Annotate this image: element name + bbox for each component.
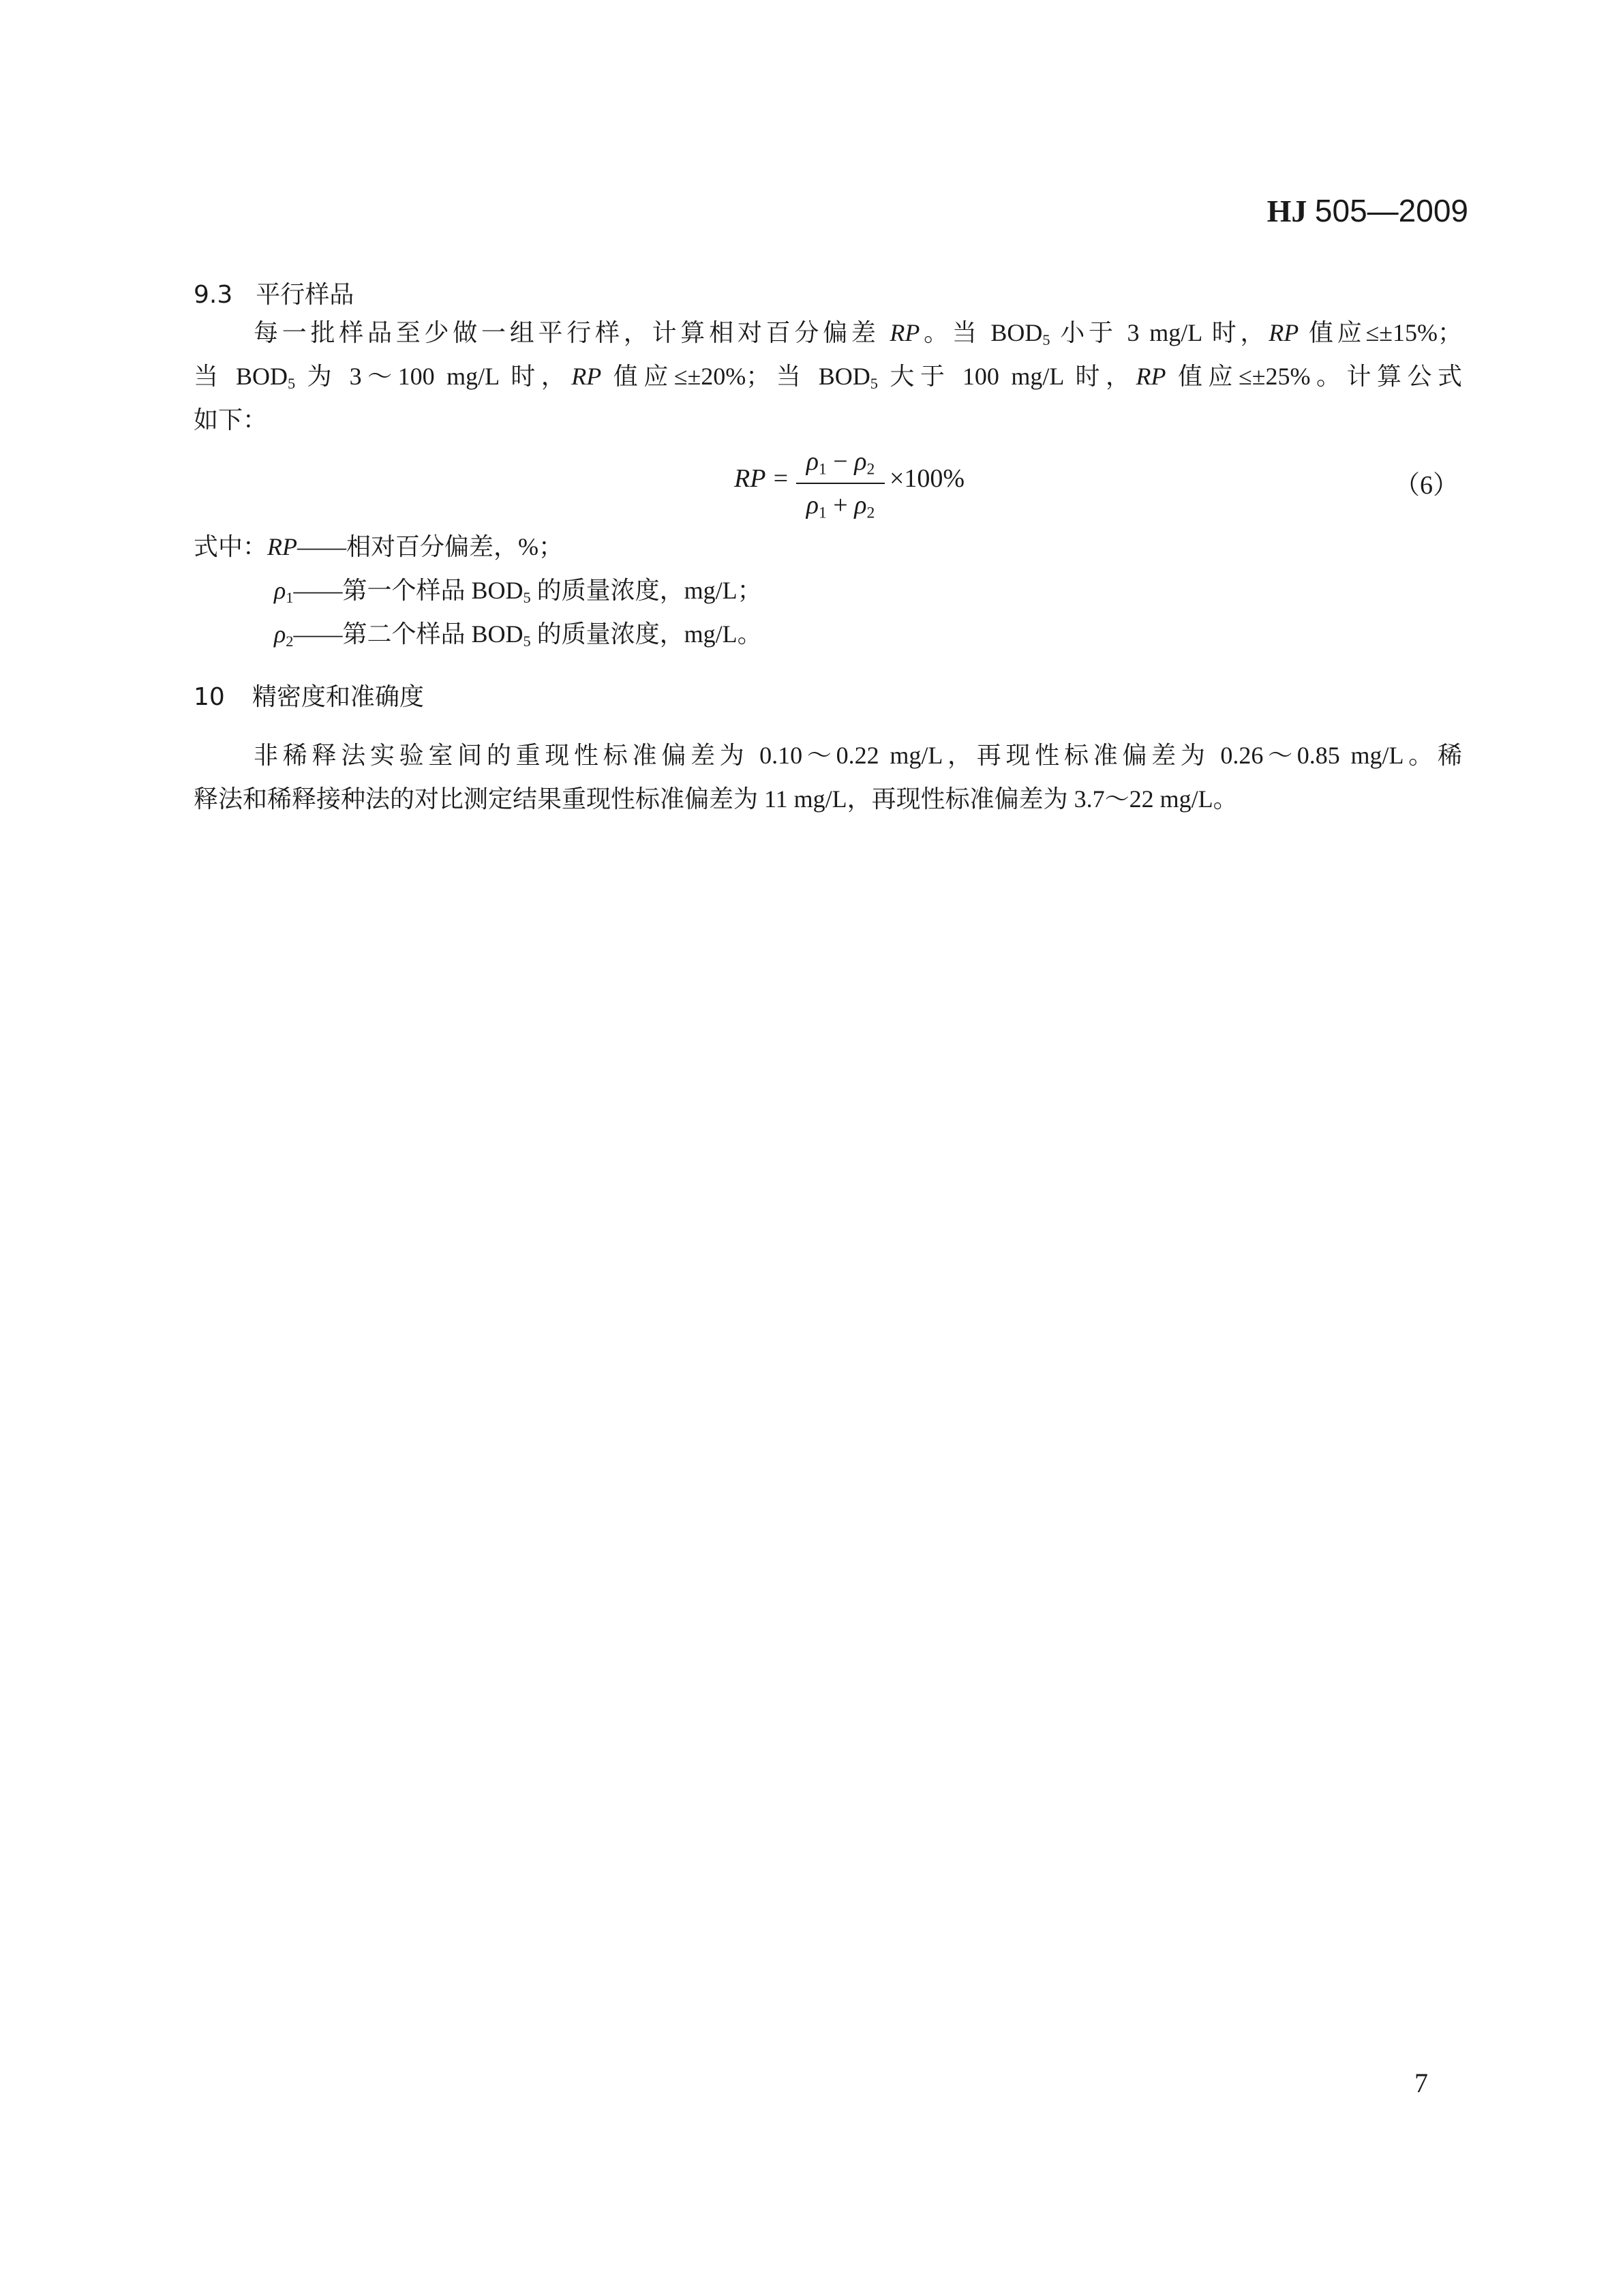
formula-multiplier: ×100% — [890, 464, 965, 493]
rho-symbol: ρ — [854, 447, 867, 476]
definition-text: ——相对百分偏差，%； — [297, 533, 563, 560]
text-run: 。当 BOD — [920, 319, 1043, 346]
section-title: 平行样品 — [256, 281, 354, 309]
standard-number: 505—2009 — [1314, 193, 1468, 228]
section-number: 9.3 — [194, 281, 233, 309]
subscript: 2 — [286, 633, 294, 650]
variable-rp: RP — [1136, 363, 1166, 390]
rho-symbol: ρ — [854, 491, 867, 519]
rho-symbol: ρ — [274, 620, 286, 648]
subscript: 5 — [870, 375, 878, 393]
page-number: 7 — [1414, 2068, 1428, 2098]
text-run: 值应≤±15%； — [1299, 319, 1462, 346]
subscript: 1 — [819, 504, 827, 522]
paragraph-line — [194, 311, 1462, 354]
text-run: 小于 3 mg/L 时， — [1050, 319, 1269, 346]
paragraph-line — [194, 398, 1462, 442]
subscript: 5 — [1042, 331, 1050, 349]
section-10-paragraph — [194, 734, 1462, 821]
formula-lhs — [734, 464, 789, 494]
equation-number: （6） — [1394, 471, 1459, 500]
section-heading-9-3 — [194, 275, 354, 310]
variable-rp: RP — [571, 363, 602, 390]
fraction-bar — [796, 483, 885, 484]
subscript: 5 — [523, 633, 531, 650]
text-run: 每一批样品至少做一组平行样，计算相对百分偏差 — [254, 319, 890, 346]
subscript: 2 — [866, 460, 875, 479]
definition-text: 的质量浓度，mg/L。 — [530, 620, 762, 648]
variable-rp: RP — [267, 533, 297, 560]
text-run: 大于 100 mg/L 时， — [877, 363, 1136, 390]
operator-plus: + — [826, 491, 855, 519]
paragraph-line: 释法和稀释接种法的对比测定结果重现性标准偏差为 11 mg/L，再现性标准偏差为 3.7～22 mg/L。 — [194, 785, 1238, 813]
fraction-denominator — [796, 487, 885, 524]
definition-text: ——第一个样品 BOD — [293, 577, 524, 604]
text-run: 如下： — [194, 406, 268, 434]
paragraph-line — [194, 354, 1462, 398]
where-line-rho2 — [274, 615, 762, 650]
rho-symbol: ρ — [274, 577, 286, 604]
variable-rp: RP — [890, 319, 920, 346]
definition-text: 的质量浓度，mg/L； — [530, 577, 762, 604]
where-lead: 式中： — [194, 533, 268, 560]
text-run: 值应≤±25%。计算公式 — [1166, 363, 1462, 390]
text-run: 当 BOD — [194, 363, 288, 390]
rho-symbol: ρ — [806, 491, 819, 519]
document-header — [1267, 192, 1468, 229]
where-line-rp — [194, 528, 563, 562]
subscript: 5 — [288, 375, 296, 393]
section-heading-10 — [194, 678, 424, 712]
formula-fraction — [796, 443, 885, 524]
rho-symbol: ρ — [806, 447, 819, 476]
formula-lhs-text: RP = — [734, 464, 789, 493]
subscript: 1 — [819, 460, 827, 479]
section-number: 10 — [194, 683, 225, 711]
subscript: 2 — [866, 504, 875, 522]
where-line-rho1 — [274, 571, 762, 606]
operator-minus: − — [826, 447, 855, 476]
section-9-3-paragraph — [194, 311, 1462, 442]
standard-code: HJ — [1266, 194, 1307, 228]
definition-text: ——第二个样品 BOD — [293, 620, 524, 648]
section-title: 精密度和准确度 — [252, 683, 424, 711]
paragraph-line: 非稀释法实验室间的重现性标准偏差为 0.10～0.22 mg/L，再现性标准偏差为 0.26～0.85 mg/L。稀 — [254, 742, 1462, 769]
text-run: 值应≤±20%；当 BOD — [601, 363, 870, 390]
subscript: 1 — [286, 589, 294, 607]
text-run: 为 3～100 mg/L 时， — [295, 363, 572, 390]
subscript: 5 — [523, 589, 531, 607]
fraction-numerator — [796, 443, 885, 480]
variable-rp: RP — [1269, 319, 1299, 346]
